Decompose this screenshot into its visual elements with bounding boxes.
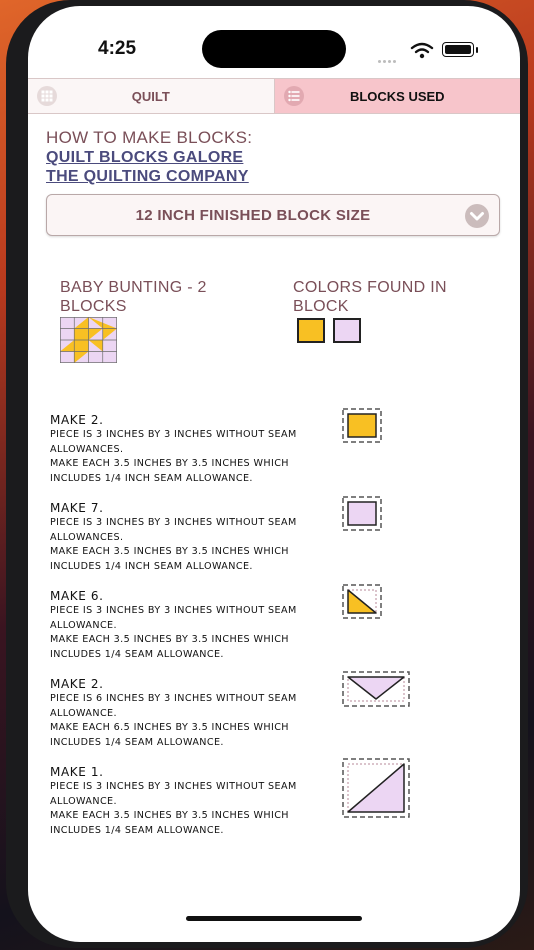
list-icon: [283, 85, 305, 107]
home-indicator[interactable]: [186, 916, 362, 921]
instruction-line: PIECE IS 6 INCHES BY 3 INCHES WITHOUT SEAM: [50, 693, 297, 704]
instruction-line: ALLOWANCE.: [50, 619, 117, 631]
make-count: MAKE 2.: [50, 413, 104, 427]
phone-frame: [6, 0, 528, 948]
tab-blocks-used[interactable]: [275, 79, 521, 113]
battery-tip: [476, 47, 478, 53]
square-yellow-piece-icon: [342, 408, 382, 443]
color-swatch-yellow: [297, 318, 325, 343]
block-thumbnail: [60, 317, 117, 363]
battery-icon: [442, 42, 474, 57]
tab-blocks-used-label: BLOCKS USED: [349, 88, 445, 104]
signal-icon: [378, 50, 398, 68]
status-time: 4:25: [98, 38, 137, 59]
tab-bar: [28, 78, 520, 114]
instruction-line: ALLOWANCE.: [50, 795, 117, 807]
block-name: BABY BUNTING - 2 BLOCKS: [60, 279, 207, 315]
tab-quilt[interactable]: [28, 79, 275, 113]
how-to-heading: HOW TO MAKE BLOCKS:: [46, 128, 253, 147]
make-count: MAKE 1.: [50, 765, 104, 779]
quilting-company-link[interactable]: THE QUILTING COMPANY: [46, 168, 249, 185]
instruction-item: [50, 589, 350, 662]
tab-quilt-label: QUILT: [131, 88, 170, 104]
instruction-item: [50, 413, 350, 486]
square-lilac-piece-icon: [342, 496, 382, 531]
quilt-blocks-galore-link[interactable]: QUILT BLOCKS GALORE: [46, 149, 244, 166]
flying-geese-lilac-icon: [342, 671, 410, 707]
wifi-icon: [410, 42, 434, 59]
instruction-line: PIECE IS 3 INCHES BY 3 INCHES WITHOUT SEAM: [50, 429, 297, 440]
instruction-line: MAKE EACH 3.5 INCHES BY 3.5 INCHES WHICH: [50, 458, 289, 469]
instruction-line: PIECE IS 3 INCHES BY 3 INCHES WITHOUT SEAM: [50, 781, 297, 792]
block-size-select[interactable]: [46, 194, 500, 236]
instruction-line: INCLUDES 1/4 SEAM ALLOWANCE.: [50, 736, 224, 748]
instruction-line: ALLOWANCES.: [50, 531, 124, 543]
app-screen: [28, 6, 520, 942]
make-count: MAKE 6.: [50, 589, 104, 603]
half-square-triangle-lilac-icon: [342, 758, 410, 818]
instruction-line: INCLUDES 1/4 INCH SEAM ALLOWANCE.: [50, 560, 253, 572]
instruction-line: INCLUDES 1/4 SEAM ALLOWANCE.: [50, 824, 224, 836]
instruction-item: [50, 501, 350, 574]
color-swatch-lilac: [333, 318, 361, 343]
colors-found-heading: COLORS FOUND IN BLOCK: [293, 279, 447, 315]
grid-icon: [36, 85, 58, 107]
instruction-line: INCLUDES 1/4 INCH SEAM ALLOWANCE.: [50, 472, 253, 484]
half-square-triangle-yellow-icon: [342, 584, 382, 619]
instruction-line: MAKE EACH 3.5 INCHES BY 3.5 INCHES WHICH: [50, 810, 289, 821]
make-count: MAKE 2.: [50, 677, 104, 691]
instruction-item: [50, 765, 350, 838]
instruction-line: INCLUDES 1/4 SEAM ALLOWANCE.: [50, 648, 224, 660]
instruction-line: PIECE IS 3 INCHES BY 3 INCHES WITHOUT SEAM: [50, 605, 297, 616]
instruction-line: PIECE IS 3 INCHES BY 3 INCHES WITHOUT SEAM: [50, 517, 297, 528]
instruction-line: MAKE EACH 3.5 INCHES BY 3.5 INCHES WHICH: [50, 546, 289, 557]
chevron-down-icon: [465, 204, 489, 228]
instruction-line: ALLOWANCE.: [50, 707, 117, 719]
instruction-line: MAKE EACH 6.5 INCHES BY 3.5 INCHES WHICH: [50, 722, 289, 733]
instruction-line: MAKE EACH 3.5 INCHES BY 3.5 INCHES WHICH: [50, 634, 289, 645]
make-count: MAKE 7.: [50, 501, 104, 515]
instruction-line: ALLOWANCES.: [50, 443, 124, 455]
instruction-item: [50, 677, 350, 750]
dynamic-island: [202, 30, 346, 68]
block-size-value: 12 INCH FINISHED BLOCK SIZE: [135, 207, 371, 224]
